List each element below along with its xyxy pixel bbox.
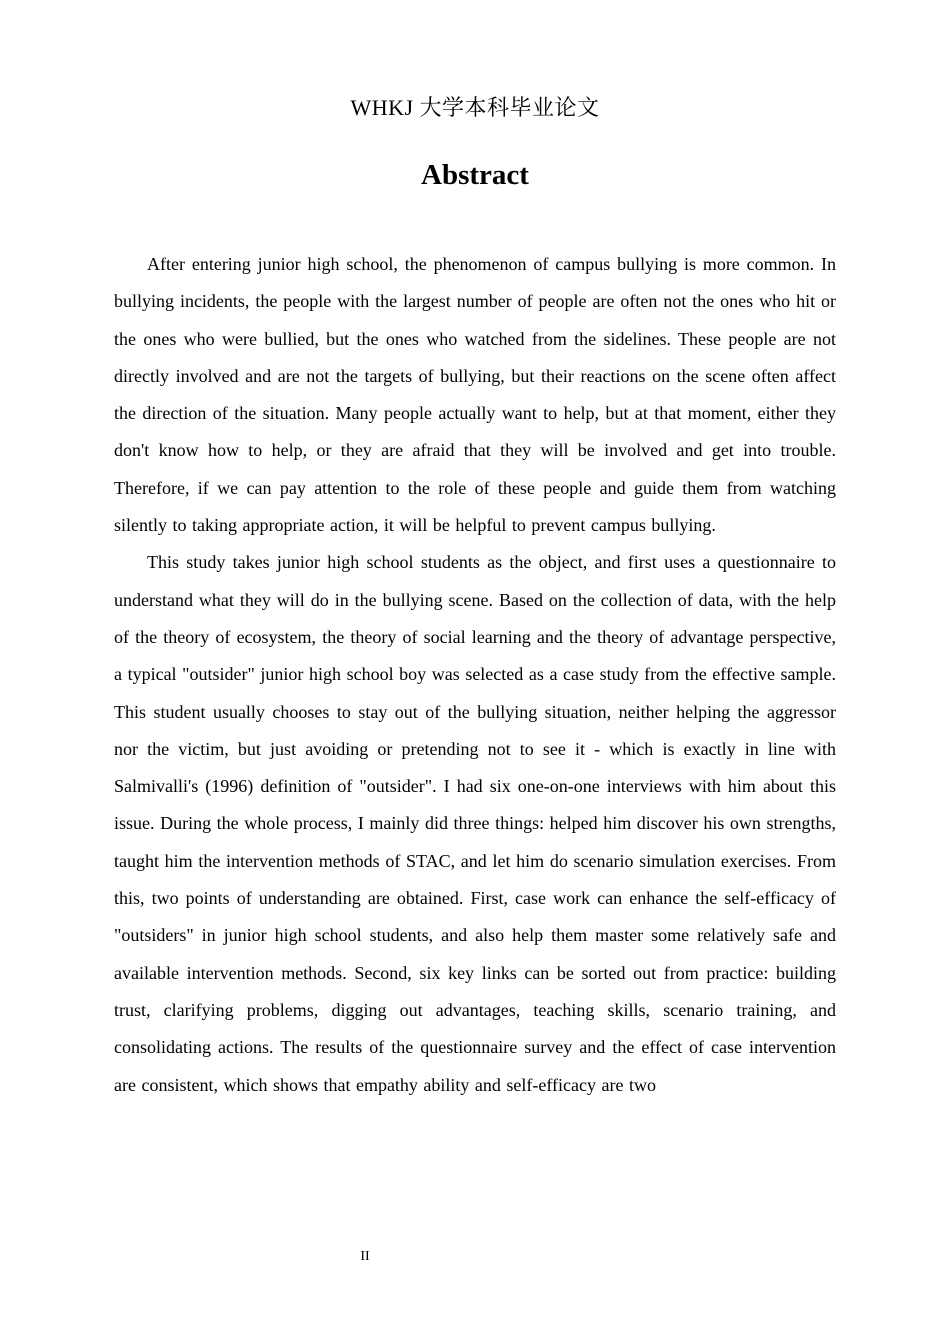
running-header: WHKJ 大学本科毕业论文 [350, 95, 600, 120]
abstract-paragraph-2: This study takes junior high school students as the object, and first uses a questionnaire to understand what they will do in the bullying scene. Based on the collection of data, with the help of the theory of ecosystem, the theory of social learning and the theory of advantage perspective, a typical "outsider" junior high school boy was selected as a case study from the effective sample. This student usually chooses to stay out of the bullying situation, neither helping the aggressor nor the victim, but just avoiding or pretending not to see it - which is exactly in line with Salmivalli's (1996) definition of "outsider". I had six one-on-one interviews with him about this issue. During the whole process, I mainly did three things: helped him discover his own strengths, taught him the intervention methods of STAC, and let him do scenario simulation exercises. From this, two points of understanding are obtained. First, case work can enhance the self-efficacy of "outsiders" in junior high school students, and also help them master some relatively safe and available intervention methods. Second, six key links can be sorted out from practice: building trust, clarifying problems, digging out advantages, teaching skills, scenario training, and consolidating actions. The results of the questionnaire survey and the effect of case intervention are consistent, which shows that empathy ability and self-efficacy are two [114, 552, 836, 1095]
abstract-paragraph-1: After entering junior high school, the phenomenon of campus bullying is more common. In bullying incidents, the people with the largest number of people are often not the ones who hit or the ones who were bullied, but the ones who watched from the sidelines. These people are not directly involved and are not the targets of bullying, but their reactions on the scene often affect the direction of the situation. Many people actually want to help, but at that moment, either they don't know how to help, or they are afraid that they will be involved and get into trouble. Therefore, if we can pay attention to the role of these people and guide them from watching silently to taking appropriate action, it will be helpful to prevent campus bullying. [114, 254, 836, 536]
page-number: II [360, 1249, 370, 1264]
abstract-body [114, 246, 836, 1104]
page-title: Abstract [421, 159, 529, 191]
